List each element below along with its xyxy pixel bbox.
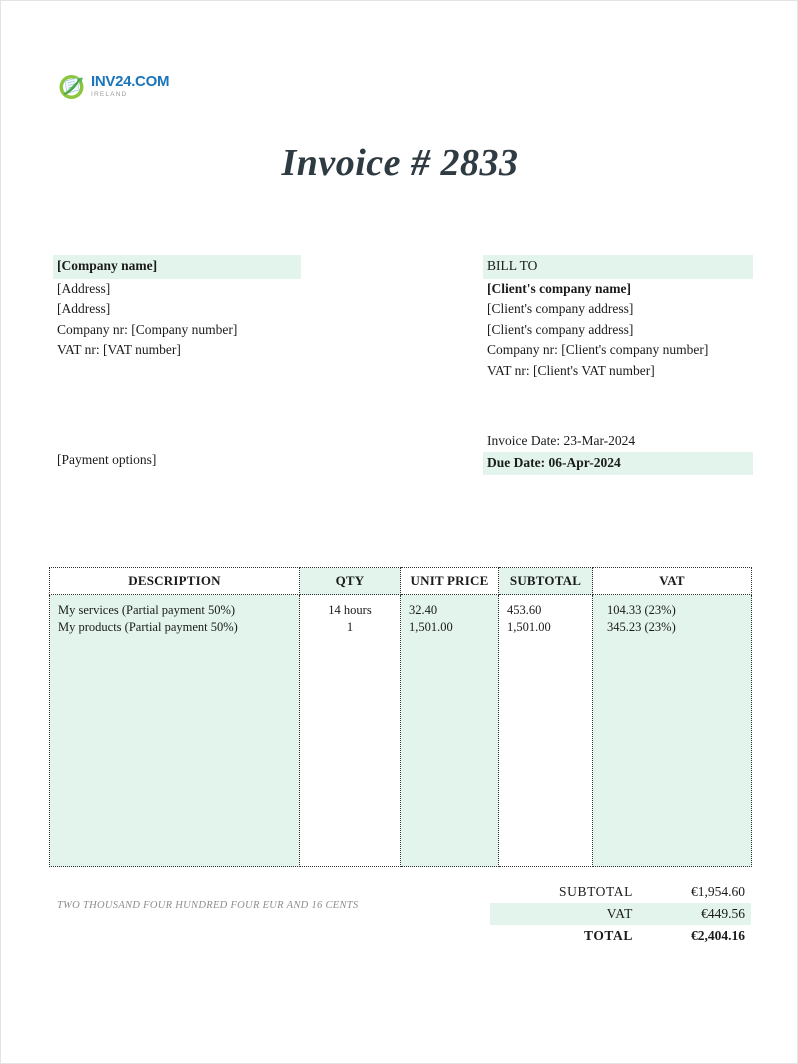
seller-company-number: Company nr: [Company number]	[57, 321, 238, 337]
subtotal-label: SUBTOTAL	[559, 884, 633, 899]
cell-description	[50, 595, 300, 867]
vat-value: €449.56	[701, 906, 745, 921]
buyer-company-number: Company nr: [Client's company number]	[487, 342, 709, 357]
item-subtotal: 1,501.00	[507, 620, 551, 634]
logo-name: INV24.COM	[91, 72, 170, 90]
cell-unit-price	[401, 595, 499, 867]
totals-row-total	[490, 925, 751, 947]
seller-address-line-2: [Address]	[57, 301, 111, 316]
amount-in-words: TWO THOUSAND FOUR HUNDRED FOUR EUR AND 16 CENTS	[57, 900, 359, 911]
table-row	[50, 595, 752, 867]
column-header-vat: VAT	[593, 568, 752, 595]
invoice-date: Invoice Date: 23-Mar-2024	[487, 433, 636, 448]
column-header-qty: QTY	[300, 568, 401, 595]
logo-text	[91, 74, 169, 99]
seller-address-line-1: [Address]	[57, 280, 111, 296]
column-header-unit-price: UNIT PRICE	[401, 568, 499, 595]
column-header-subtotal: SUBTOTAL	[499, 568, 593, 595]
line-items-table	[49, 567, 752, 867]
brand-logo	[57, 71, 169, 101]
item-unit-price: 1,501.00	[409, 620, 453, 634]
item-qty: 14 hours	[328, 603, 372, 617]
buyer-vat-number: VAT nr: [Client's VAT number]	[487, 362, 655, 378]
vat-label: VAT	[606, 906, 633, 921]
cell-qty	[300, 595, 401, 867]
seller-company-name: [Company name]	[53, 255, 301, 279]
due-date: Due Date: 06-Apr-2024	[483, 452, 753, 476]
table-header	[50, 568, 752, 595]
item-description: My services (Partial payment 50%)	[58, 603, 236, 617]
buyer-company-name: [Client's company name]	[487, 280, 631, 296]
totals-section	[490, 881, 751, 947]
item-subtotal: 453.60	[507, 603, 542, 617]
seller-info	[57, 255, 301, 361]
payment-options: [Payment options]	[57, 452, 157, 467]
item-description: My products (Partial payment 50%)	[58, 620, 238, 634]
table-body	[50, 595, 752, 867]
bill-to-heading: BILL TO	[483, 255, 753, 279]
column-header-description: DESCRIPTION	[50, 568, 300, 595]
table-header-row	[50, 568, 752, 595]
buyer-address-line-2: [Client's company address]	[487, 321, 634, 337]
seller-vat-number: VAT nr: [VAT number]	[57, 342, 181, 357]
subtotal-value: €1,954.60	[691, 884, 745, 899]
totals-row-vat	[490, 903, 751, 925]
invoice-dates	[487, 431, 753, 475]
item-vat: 345.23 (23%)	[607, 620, 676, 634]
item-unit-price: 32.40	[409, 603, 438, 617]
total-label: TOTAL	[583, 928, 633, 943]
buyer-info	[487, 255, 753, 381]
page-title: Invoice # 2833	[281, 142, 519, 184]
item-qty: 1	[346, 620, 354, 634]
cell-vat	[593, 595, 752, 867]
total-value: €2,404.16	[691, 928, 745, 943]
logo-subtitle: IRELAND	[91, 90, 128, 98]
logo-mark-icon	[57, 71, 87, 101]
totals-row-subtotal	[490, 881, 751, 903]
buyer-address-line-1: [Client's company address]	[487, 301, 634, 316]
item-vat: 104.33 (23%)	[607, 603, 676, 617]
cell-subtotal	[499, 595, 593, 867]
